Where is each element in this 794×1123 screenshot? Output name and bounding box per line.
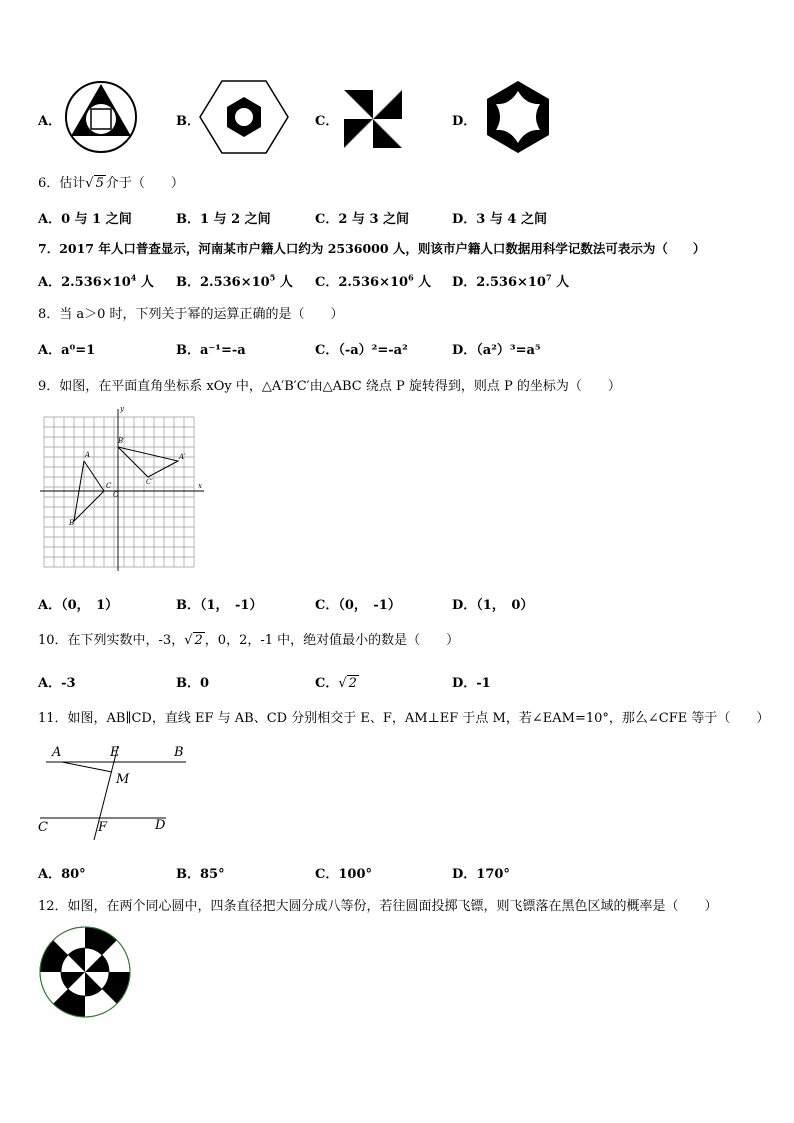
q6-stem	[38, 172, 184, 191]
q5-option-a-label: A．	[38, 114, 62, 129]
q6-prefix: 6．估计	[38, 176, 86, 191]
q7-option-a-exp: 4	[130, 272, 137, 283]
q7-option-b-base: 2.536×10	[200, 275, 270, 290]
q11-point-f-label: F	[98, 820, 108, 835]
q7-option-d-unit: 人	[556, 275, 570, 290]
q9-origin-label: O	[113, 491, 119, 499]
q10-stem	[38, 629, 459, 648]
q7-option-b-unit: 人	[279, 275, 293, 290]
q7-option-a-unit: 人	[140, 275, 154, 290]
q10-option-a: A．-3	[38, 676, 76, 691]
q7-option-d	[452, 271, 569, 290]
q12-concentric-circles-figure	[38, 925, 132, 1019]
q5-option-b-label: B．	[176, 114, 200, 129]
q5-figure-c	[340, 86, 406, 152]
q5-option-c-label: C．	[315, 114, 339, 129]
q8-option-c: C．（-a）²=-a²	[315, 343, 408, 358]
q10-stem-b: ，0，2，-1 中，绝对值最小的数是（ ）	[204, 633, 460, 648]
q11-point-m-label: M	[116, 772, 130, 787]
q9-point-b-label: B	[69, 519, 75, 527]
q11-option-b: B．85°	[176, 867, 225, 882]
q8-option-d: D．（a²）³=a⁵	[452, 343, 541, 358]
q10-radicand: 2	[194, 633, 203, 648]
q10-option-c	[315, 672, 359, 691]
q9-stem: 9．如图，在平面直角坐标系 xOy 中，△A′B′C′由△ABC 绕点 P 旋转得到，则点 P 的坐标为（ ）	[38, 379, 621, 394]
q7-option-c-base: 2.536×10	[338, 275, 409, 290]
q11-point-a-label: A	[52, 745, 62, 760]
q9-point-c-prime-label: C′	[146, 478, 153, 486]
q7-option-d-base: 2.536×10	[476, 275, 546, 290]
q6-option-d: D．3 与 4 之间	[452, 212, 547, 227]
q12-stem: 12．如图，在两个同心圆中，四条直径把大圆分成八等份，若往圆面投掷飞镖，则飞镖落在黑色区域的概率是（ ）	[38, 899, 718, 914]
q6-sqrt: √ 5	[85, 176, 104, 191]
q9-point-a-label: A	[85, 451, 91, 459]
q10-stem-a: 10．在下列实数中，-3，	[38, 633, 185, 648]
q9-point-c-label: C	[106, 482, 112, 490]
q9-point-b-prime-label: B′	[118, 437, 125, 445]
q7-option-d-label: D．	[452, 275, 477, 290]
q7-option-c-exp: 6	[408, 272, 414, 283]
q7-option-a-base: 2.536×10	[61, 275, 131, 290]
q11-option-d: D．170°	[452, 867, 510, 882]
q9-x-axis-label: x	[198, 482, 202, 490]
q7-option-b-label: B．	[176, 275, 200, 290]
q6-suffix: 介于（ ）	[105, 176, 184, 191]
q11-stem: 11．如图，AB∥CD，直线 EF 与 AB、CD 分别相交于 E、F，AM⊥EF 于点 M，若∠EAM=10°，那么∠CFE 等于（ ）	[38, 711, 770, 726]
q6-radicand: 5	[95, 176, 104, 191]
q7-option-c-unit: 人	[418, 275, 432, 290]
q6-option-b: B．1 与 2 之间	[176, 212, 271, 227]
q8-stem: 8．当 a＞0 时，下列关于幂的运算正确的是（ ）	[38, 307, 344, 322]
q10-option-c-sqrt: √ 2	[338, 676, 357, 691]
q5-figure-b	[198, 78, 290, 156]
q11-point-c-label: C	[38, 820, 48, 835]
q7-option-a-label: A．	[38, 275, 62, 290]
q5-option-d-label: D．	[452, 114, 477, 129]
q11-point-d-label: D	[155, 818, 166, 833]
q5-figure-d	[476, 78, 560, 156]
q6-option-a: A．0 与 1 之间	[38, 212, 132, 227]
q9-option-c: C．（0， -1）	[315, 598, 401, 613]
q9-option-d: D．（1， 0）	[452, 598, 534, 613]
q11-option-c: C．100°	[315, 867, 372, 882]
q7-stem: 7．2017 年人口普查显示，河南某市户籍人口约为 2536000 人，则该市户籍人口数据用科学记数法可表示为（ ）	[38, 241, 706, 256]
q9-option-b: B．（1， -1）	[176, 598, 263, 613]
q10-option-c-label: C．	[315, 676, 339, 691]
q8-option-a: A．a⁰=1	[38, 343, 96, 358]
q9-option-a: A．（0， 1）	[38, 598, 119, 613]
q5-figure-a	[62, 78, 140, 156]
q11-point-b-label: B	[174, 745, 184, 760]
q9-y-axis-label: y	[120, 405, 124, 413]
q7-option-a	[38, 271, 154, 290]
q7-option-d-exp: 7	[545, 272, 552, 283]
q7-option-c	[315, 271, 431, 290]
q10-option-d: D．-1	[452, 676, 491, 691]
q6-option-c: C．2 与 3 之间	[315, 212, 410, 227]
q11-option-a: A．80°	[38, 867, 86, 882]
q9-point-a-prime-label: A′	[179, 453, 186, 461]
q7-option-c-label: C．	[315, 275, 339, 290]
q7-option-b-exp: 5	[269, 272, 276, 283]
q9-coordinate-grid-figure	[38, 405, 208, 573]
q8-option-b: B．a⁻¹=-a	[176, 343, 246, 358]
q10-option-c-radicand: 2	[348, 676, 357, 691]
q10-sqrt: √ 2	[184, 633, 203, 648]
q7-option-b	[176, 271, 293, 290]
q10-option-b: B．0	[176, 676, 210, 691]
q11-point-e-label: E	[110, 745, 120, 760]
